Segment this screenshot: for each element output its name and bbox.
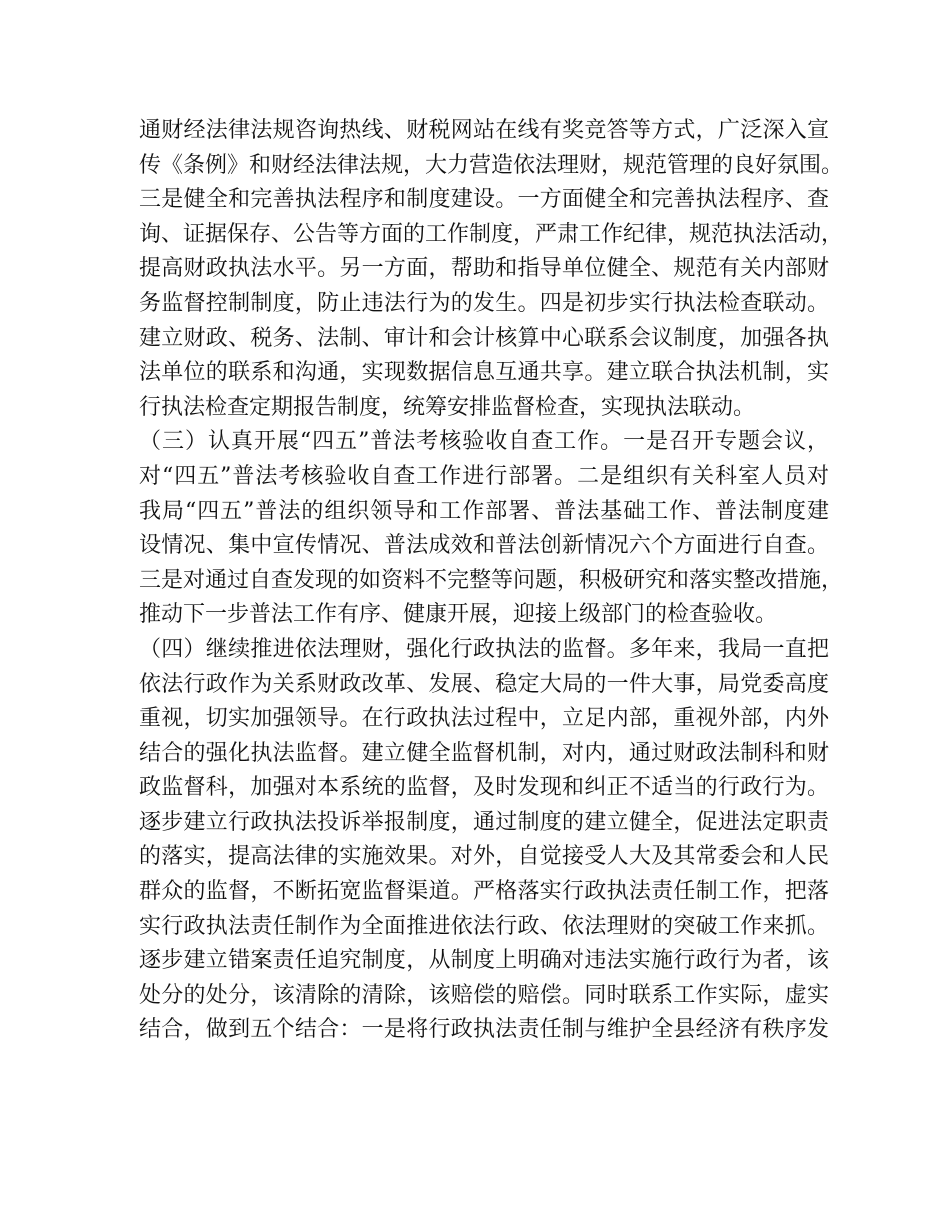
text-line: 询、证据保存、公告等方面的工作制度，严肃工作纪律，规范执法活动， xyxy=(139,221,844,247)
text-line: 推动下一步普法工作有序、健康开展，迎接上级部门的检查验收。 xyxy=(139,602,778,628)
text-line: 传《条例》和财经法律法规，大力营造依法理财，规范管理的良好氛围。 xyxy=(139,152,844,178)
text-line: 逐步建立行政执法投诉举报制度，通过制度的建立健全，促进法定职责 xyxy=(139,809,829,835)
text-line: 对“四五”普法考核验收自查工作进行部署。二是组织有关科室人员对 xyxy=(139,463,829,489)
body-text xyxy=(139,114,844,1048)
text-line: 的落实，提高法律的实施效果。对外，自觉接受人大及其常委会和人民 xyxy=(139,844,829,870)
text-line: 设情况、集中宣传情况、普法成效和普法创新情况六个方面进行自查。 xyxy=(139,533,829,559)
text-line: 处分的处分，该清除的清除，该赔偿的赔偿。同时联系工作实际，虚实 xyxy=(139,982,829,1008)
text-line: （四）继续推进依法理财，强化行政执法的监督。多年来，我局一直把 xyxy=(139,636,829,662)
text-line: 提高财政执法水平。另一方面，帮助和指导单位健全、规范有关内部财 xyxy=(139,256,829,282)
text-line: 建立财政、税务、法制、审计和会计核算中心联系会议制度，加强各执 xyxy=(139,325,829,351)
text-line: 结合的强化执法监督。建立健全监督机制，对内，通过财政法制科和财 xyxy=(139,740,829,766)
text-line: 我局“四五”普法的组织领导和工作部署、普法基础工作、普法制度建 xyxy=(139,498,829,524)
text-line: 通财经法律法规咨询热线、财税网站在线有奖竞答等方式，广泛深入宣 xyxy=(139,118,829,143)
text-line: 结合，做到五个结合：一是将行政执法责任制与维护全县经济有秩序发 xyxy=(139,1017,829,1043)
text-line: 法单位的联系和沟通，实现数据信息互通共享。建立联合执法机制，实 xyxy=(139,360,829,386)
text-line: 三是对通过自查发现的如资料不完整等问题，积极研究和落实整改措施， xyxy=(139,567,844,593)
text-line: 政监督科，加强对本系统的监督，及时发现和纠正不适当的行政行为。 xyxy=(139,775,829,801)
text-line: （三）认真开展“四五”普法考核验收自查工作。一是召开专题会议， xyxy=(139,429,829,455)
text-line: 三是健全和完善执法程序和制度建设。一方面健全和完善执法程序、查 xyxy=(139,187,829,213)
text-line: 群众的监督，不断拓宽监督渠道。严格落实行政执法责任制工作，把落 xyxy=(139,879,829,905)
text-line: 逐步建立错案责任追究制度，从制度上明确对违法实施行政行为者，该 xyxy=(139,948,829,974)
text-line: 重视，切实加强领导。在行政执法过程中，立足内部，重视外部，内外 xyxy=(139,706,829,732)
text-line: 实行政执法责任制作为全面推进依法行政、依法理财的突破工作来抓。 xyxy=(139,913,829,939)
text-line: 务监督控制制度，防止违法行为的发生。四是初步实行执法检查联动。 xyxy=(139,290,829,316)
text-line: 依法行政作为关系财政改革、发展、稳定大局的一件大事，局党委高度 xyxy=(139,671,829,697)
text-line: 行执法检查定期报告制度，统筹安排监督检查，实现执法联动。 xyxy=(139,394,756,420)
